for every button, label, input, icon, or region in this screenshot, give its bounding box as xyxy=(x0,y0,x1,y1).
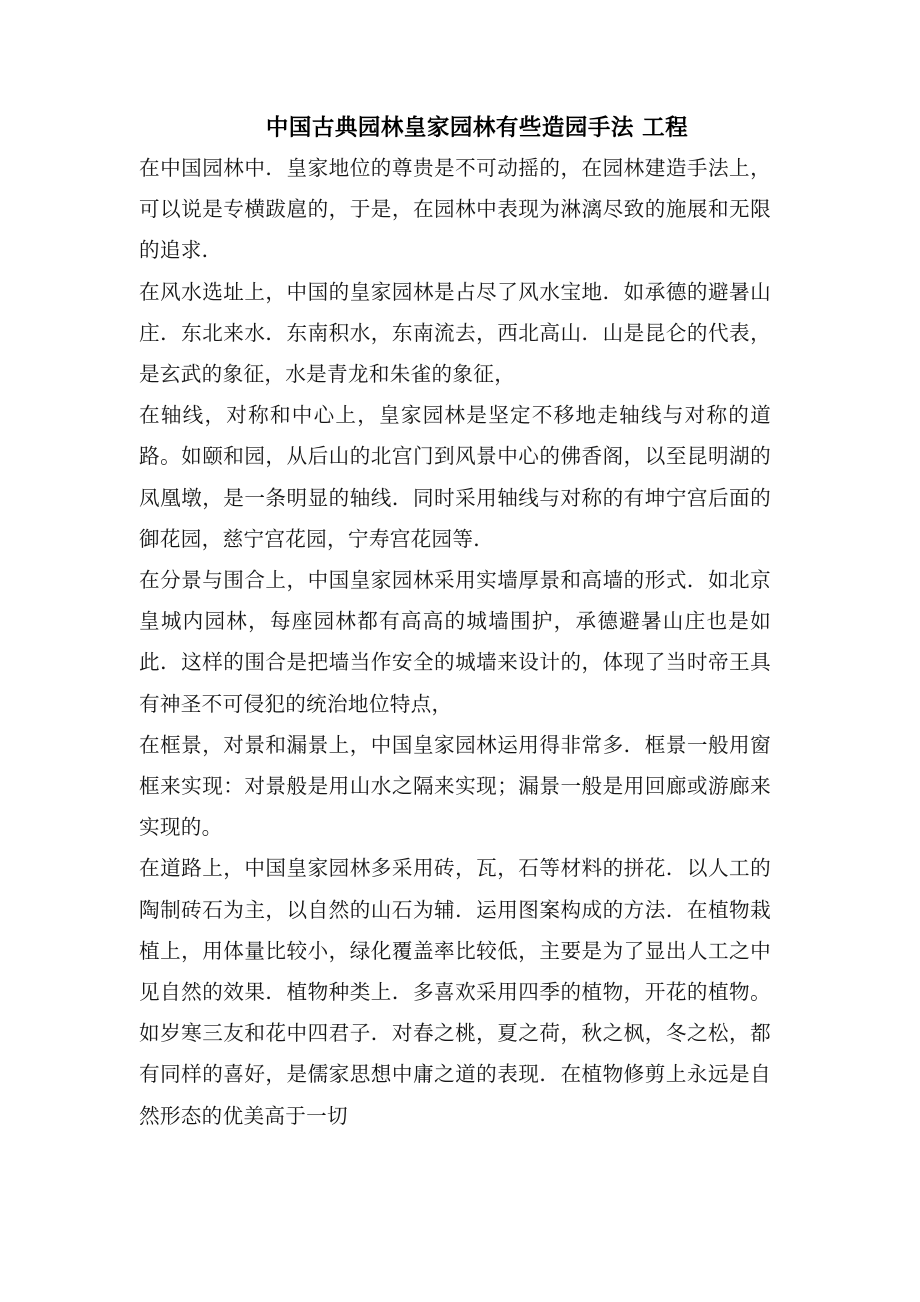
paragraph-fengshui: 在风水选址上，中国的皇家园林是占尽了风水宝地．如承德的避暑山庄．东北来水．东南积水，东南流去，西北高山．山是昆仑的代表，是玄武的象征，水是青龙和朱雀的象征， xyxy=(139,279,771,387)
document-page xyxy=(139,108,771,1137)
paragraph-intro: 在中国园林中．皇家地位的尊贵是不可动摇的，在园林建造手法上，可以说是专横跋扈的，于是，在园林中表现为淋漓尽致的施展和无限的追求． xyxy=(139,156,771,263)
paragraph-framed-views: 在框景，对景和漏景上，中国皇家园林运用得非常多．框景一般用窗框来实现：对景般是用山水之隔来实现；漏景一般是用回廊或游廊来实现的。 xyxy=(139,732,771,840)
document-title: 中国古典园林皇家园林有些造园手法 工程 xyxy=(265,115,689,141)
paragraph-paths-plants: 在道路上，中国皇家园林多采用砖，瓦，石等材料的拼花．以人工的陶制砖石为主，以自然的山石为辅．运用图案构成的方法．在植物栽植上，用体量比较小，绿化覆盖率比较低，主要是为了显出人工之中见自然的效果．植物种类上．多喜欢采用四季的植物，开花的植物。如岁寒三友和花中四君子．对春之桃，夏之荷，秋之枫，冬之松，都有同样的喜好，是儒家思想中庸之道的表现．在植物修剪上永远是自然形态的优美高于一切 xyxy=(139,856,771,1128)
paragraph-axis-symmetry: 在轴线，对称和中心上，皇家园林是坚定不移地走轴线与对称的道路。如颐和园，从后山的北宫门到风景中心的佛香阁，以至昆明湖的凤凰墩，是一条明显的轴线．同时采用轴线与对称的有坤宁宫后面的御花园，慈宁宫花园，宁寿宫花园等． xyxy=(139,403,771,551)
paragraph-enclosure: 在分景与围合上，中国皇家园林采用实墙厚景和高墙的形式．如北京皇城内园林，每座园林都有高高的城墙围护，承德避暑山庄也是如此．这样的围合是把墙当作安全的城墙来设计的，体现了当时帝王具有神圣不可侵犯的统治地位特点， xyxy=(139,568,771,716)
